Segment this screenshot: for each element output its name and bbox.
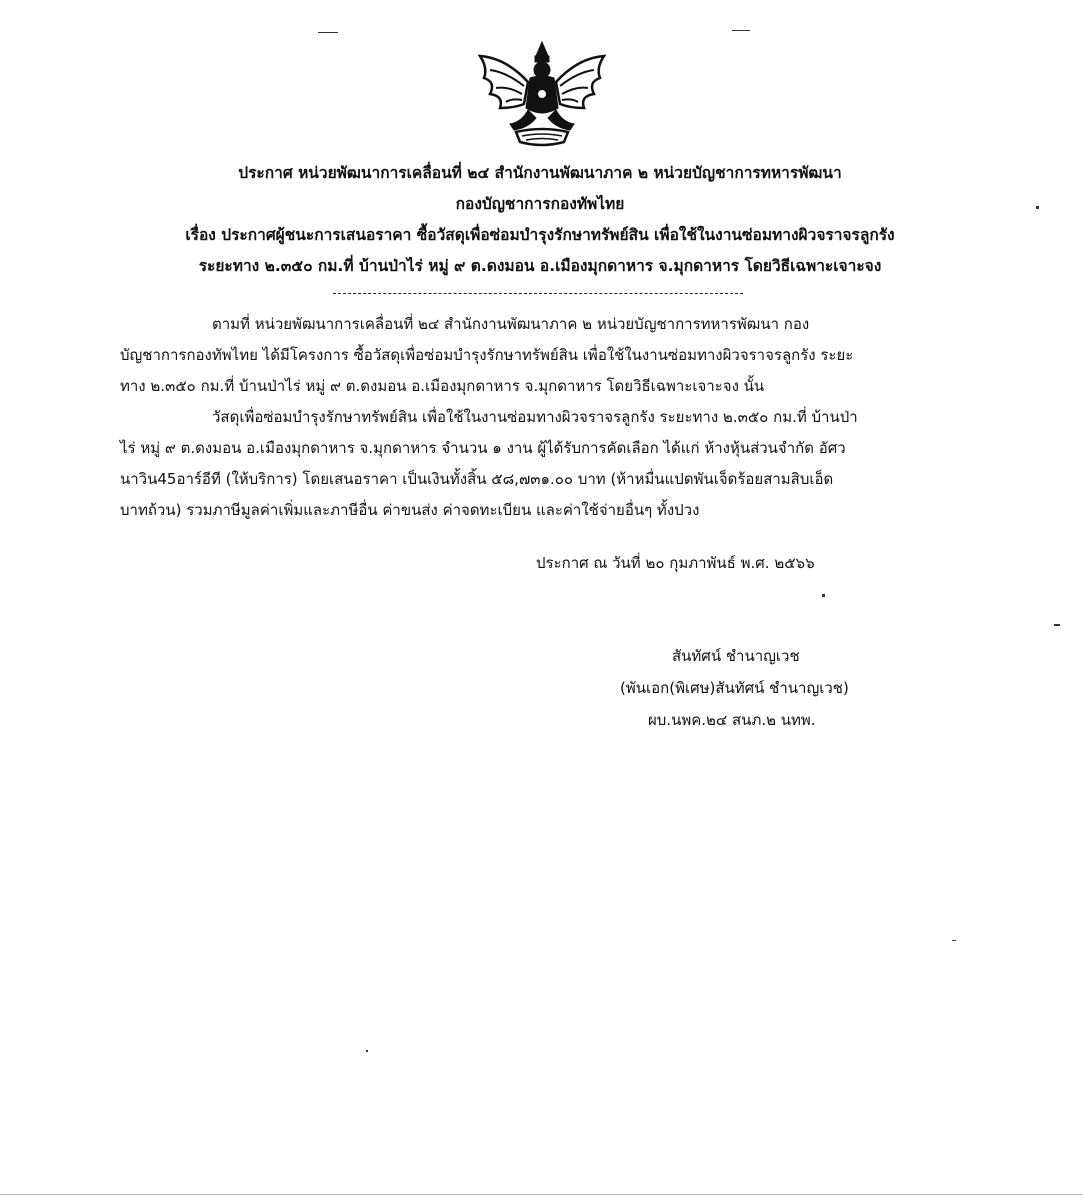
scan-speck bbox=[952, 940, 956, 941]
body-line-1: ตามที่ หน่วยพัฒนาการเคลื่อนที่ ๒๔ สำนักงานพัฒนาภาค ๒ หน่วยบัญชาการทหารพัฒนา กอง bbox=[212, 315, 810, 333]
signer-rank-name: (พันเอก(พิเศษ)สันทัศน์ ชำนาญเวช) bbox=[620, 679, 849, 697]
signer-position: ผบ.นพค.๒๔ สนภ.๒ นทพ. bbox=[648, 711, 816, 729]
body-line-5: ไร่ หมู่ ๙ ต.ดงมอน อ.เมืองมุกดาหาร จ.มุกดาหาร จำนวน ๑ งาน ผู้ได้รับการคัดเลือก ได้แก่ ห้างหุ้นส่วนจำกัด อัศว bbox=[120, 439, 846, 457]
garuda-emblem-icon bbox=[466, 38, 618, 150]
subject-line-2: ระยะทาง ๒.๓๕๐ กม.ที่ บ้านป่าไร่ หมู่ ๙ ต.ดงมอน อ.เมืองมุกดาหาร จ.มุกดาหาร โดยวิธีเฉพาะเจาะจง bbox=[198, 257, 882, 275]
scan-speck bbox=[732, 30, 750, 31]
body-line-4: วัสดุเพื่อซ่อมบำรุงรักษาทรัพย์สิน เพื่อใช้ในงานซ่อมทางผิวจราจรลูกรัง ระยะทาง ๒.๓๕๐ กม.ที่ บ้านป่า bbox=[212, 408, 858, 426]
heading-line-1: ประกาศ หน่วยพัฒนาการเคลื่อนที่ ๒๔ สำนักงานพัฒนาภาค ๒ หน่วยบัญชาการทหารพัฒนา bbox=[238, 164, 842, 182]
body-line-2: บัญชาการกองทัพไทย ได้มีโครงการ ซื้อวัสดุเพื่อซ่อมบำรุงรักษาทรัพย์สิน เพื่อใช้ในงานซ่อมทางผิวจราจรลูกรัง ระยะ bbox=[120, 346, 854, 364]
dashed-divider bbox=[333, 293, 743, 294]
scan-speck bbox=[366, 1050, 368, 1052]
heading-line-2: กองบัญชาการกองทัพไทย bbox=[455, 195, 625, 213]
body-line-6: นาวิน45อาร์อีที (ให้บริการ) โดยเสนอราคา เป็นเงินทั้งสิ้น ๕๘,๗๓๑.๐๐ บาท (ห้าหมื่นแปดพันเจ็ดร้อยสามสิบเอ็ด bbox=[120, 470, 834, 488]
subject-line-1: เรื่อง ประกาศผู้ชนะการเสนอราคา ซื้อวัสดุเพื่อซ่อมบำรุงรักษาทรัพย์สิน เพื่อใช้ในงานซ่อมทางผิวจราจรลูกรัง bbox=[185, 226, 895, 244]
scan-speck bbox=[1054, 624, 1060, 626]
body-line-7: บาทถ้วน) รวมภาษีมูลค่าเพิ่มและภาษีอื่น ค่าขนส่ง ค่าจดทะเบียน และค่าใช้จ่ายอื่นๆ ทั้งปวง bbox=[120, 501, 700, 519]
body-line-3: ทาง ๒.๓๕๐ กม.ที่ บ้านป่าไร่ หมู่ ๙ ต.ดงมอน อ.เมืองมุกดาหาร จ.มุกดาหาร โดยวิธีเฉพาะเจาะจง นั้น bbox=[120, 377, 765, 395]
scan-speck bbox=[1036, 206, 1039, 209]
announcement-date: ประกาศ ณ วันที่ ๒๐ กุมภาพันธ์ พ.ศ. ๒๕๖๖ bbox=[536, 554, 815, 572]
scan-speck bbox=[318, 32, 338, 33]
scan-edge-line bbox=[0, 1194, 1083, 1195]
signer-name: สันทัศน์ ชำนาญเวช bbox=[672, 647, 800, 665]
scan-speck bbox=[822, 594, 825, 597]
